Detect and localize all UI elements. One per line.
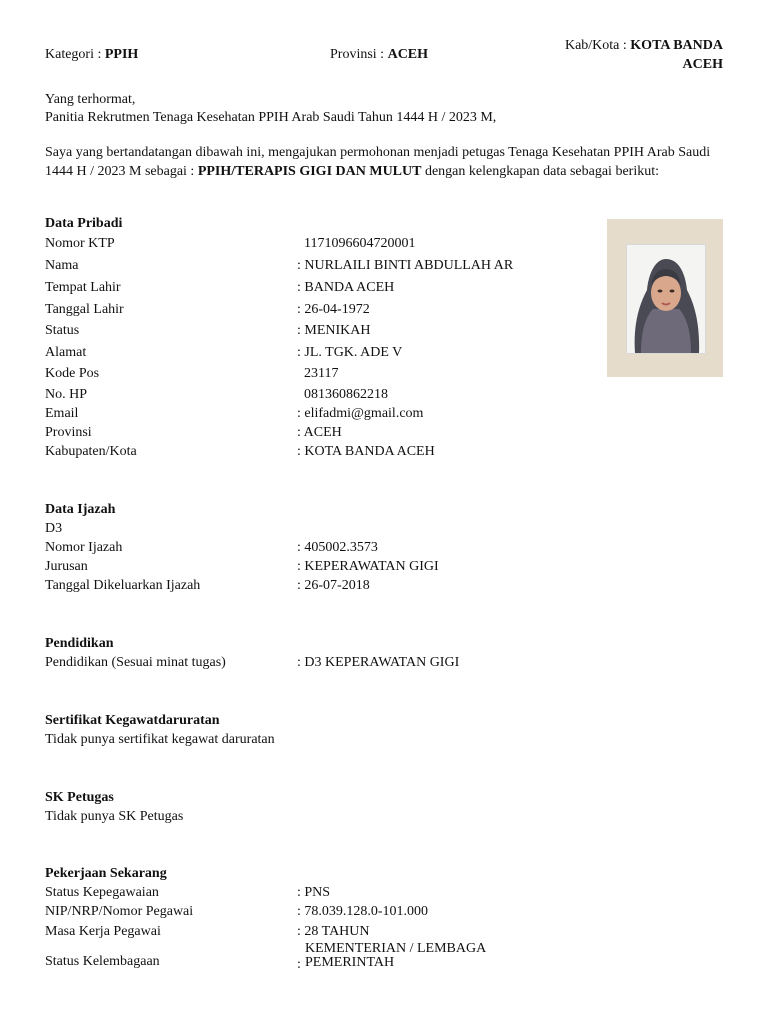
- applied-position: PPIH/TERAPIS GIGI DAN MULUT: [197, 164, 422, 179]
- label-nomor-ijazah: Nomor Ijazah: [45, 540, 123, 555]
- value-kabupaten-kota: : KOTA BANDA ACEH: [297, 444, 435, 459]
- ijazah-level: D3: [45, 521, 63, 536]
- kab-kota-field: Kab/Kota : KOTA BANDA ACEH: [564, 38, 723, 72]
- value-jurusan: : KEPERAWATAN GIGI: [297, 559, 439, 574]
- section-data-pribadi: Data Pribadi: [45, 216, 123, 231]
- section-pendidikan: Pendidikan: [45, 636, 114, 651]
- label-alamat: Alamat: [45, 345, 87, 360]
- kelembagaan-colon: :: [297, 957, 301, 972]
- label-email: Email: [45, 406, 79, 421]
- label-nama: Nama: [45, 258, 79, 273]
- value-tanggal-ijazah: : 26-07-2018: [297, 578, 370, 593]
- label-tempat-lahir: Tempat Lahir: [45, 280, 121, 295]
- kategori-field: Kategori : PPIH: [45, 47, 139, 62]
- kab-kota-value: KOTA BANDA: [630, 38, 723, 53]
- label-nip: NIP/NRP/Nomor Pegawai: [45, 904, 194, 919]
- value-no-hp: 081360862218: [304, 387, 388, 402]
- label-status-kepegawaian: Status Kepegawaian: [45, 885, 159, 900]
- label-kabupaten-kota: Kabupaten/Kota: [45, 444, 137, 459]
- provinsi-field: Provinsi : ACEH: [330, 47, 429, 62]
- sertifikat-text: Tidak punya sertifikat kegawat daruratan: [45, 732, 275, 747]
- greeting-line2: Panitia Rekrutmen Tenaga Kesehatan PPIH Arab Saudi Tahun 1444 H / 2023 M,: [45, 110, 497, 125]
- greeting-line1: Yang terhormat,: [45, 92, 136, 107]
- value-status: : MENIKAH: [297, 323, 371, 338]
- section-sertifikat: Sertifikat Kegawatdaruratan: [45, 713, 220, 728]
- value-nama: : NURLAILI BINTI ABDULLAH AR: [297, 258, 514, 273]
- label-jurusan: Jurusan: [45, 559, 88, 574]
- value-nip: : 78.039.128.0-101.000: [297, 904, 429, 919]
- section-pekerjaan: Pekerjaan Sekarang: [45, 866, 167, 881]
- label-nomor-ktp: Nomor KTP: [45, 236, 115, 251]
- value-status-kelembagaan: KEMENTERIAN / LEMBAGA PEMERINTAH: [305, 941, 487, 970]
- value-kode-pos: 23117: [304, 366, 339, 381]
- value-status-kepegawaian: : PNS: [297, 885, 331, 900]
- portrait-illustration: [627, 245, 705, 353]
- label-no-hp: No. HP: [45, 387, 88, 402]
- label-tanggal-ijazah: Tanggal Dikeluarkan Ijazah: [45, 578, 201, 593]
- value-email: : elifadmi@gmail.com: [297, 406, 424, 421]
- label-status-kelembagaan: Status Kelembagaan: [45, 954, 160, 969]
- label-status: Status: [45, 323, 80, 338]
- value-masa-kerja: : 28 TAHUN: [297, 924, 370, 939]
- label-provinsi: Provinsi: [45, 425, 92, 440]
- intro-paragraph: Saya yang bertandatangan dibawah ini, mengajukan permohonan menjadi petugas Tenaga Kesehatan PPIH Arab Saudi 1444 H / 2023 M sebagai : PPIH/TERAPIS GIGI DAN MULUT dengan kelengkapan data sebagai berikut:: [45, 145, 711, 179]
- label-masa-kerja: Masa Kerja Pegawai: [45, 924, 161, 939]
- value-nomor-ktp: 1171096604720001: [304, 236, 416, 251]
- value-alamat: : JL. TGK. ADE V: [297, 345, 403, 360]
- section-data-ijazah: Data Ijazah: [45, 502, 116, 517]
- sk-petugas-text: Tidak punya SK Petugas: [45, 809, 184, 824]
- provinsi-value: ACEH: [387, 47, 429, 62]
- section-sk-petugas: SK Petugas: [45, 790, 114, 805]
- photo-portrait: [626, 244, 706, 354]
- value-pendidikan: : D3 KEPERAWATAN GIGI: [297, 655, 460, 670]
- value-nomor-ijazah: : 405002.3573: [297, 540, 378, 555]
- applicant-photo: [607, 219, 723, 377]
- kategori-value: PPIH: [104, 47, 139, 62]
- value-tempat-lahir: : BANDA ACEH: [297, 280, 395, 295]
- label-pendidikan: Pendidikan (Sesuai minat tugas): [45, 655, 226, 670]
- label-kode-pos: Kode Pos: [45, 366, 100, 381]
- value-provinsi: : ACEH: [297, 425, 342, 440]
- label-tanggal-lahir: Tanggal Lahir: [45, 302, 124, 317]
- value-tanggal-lahir: : 26-04-1972: [297, 302, 370, 317]
